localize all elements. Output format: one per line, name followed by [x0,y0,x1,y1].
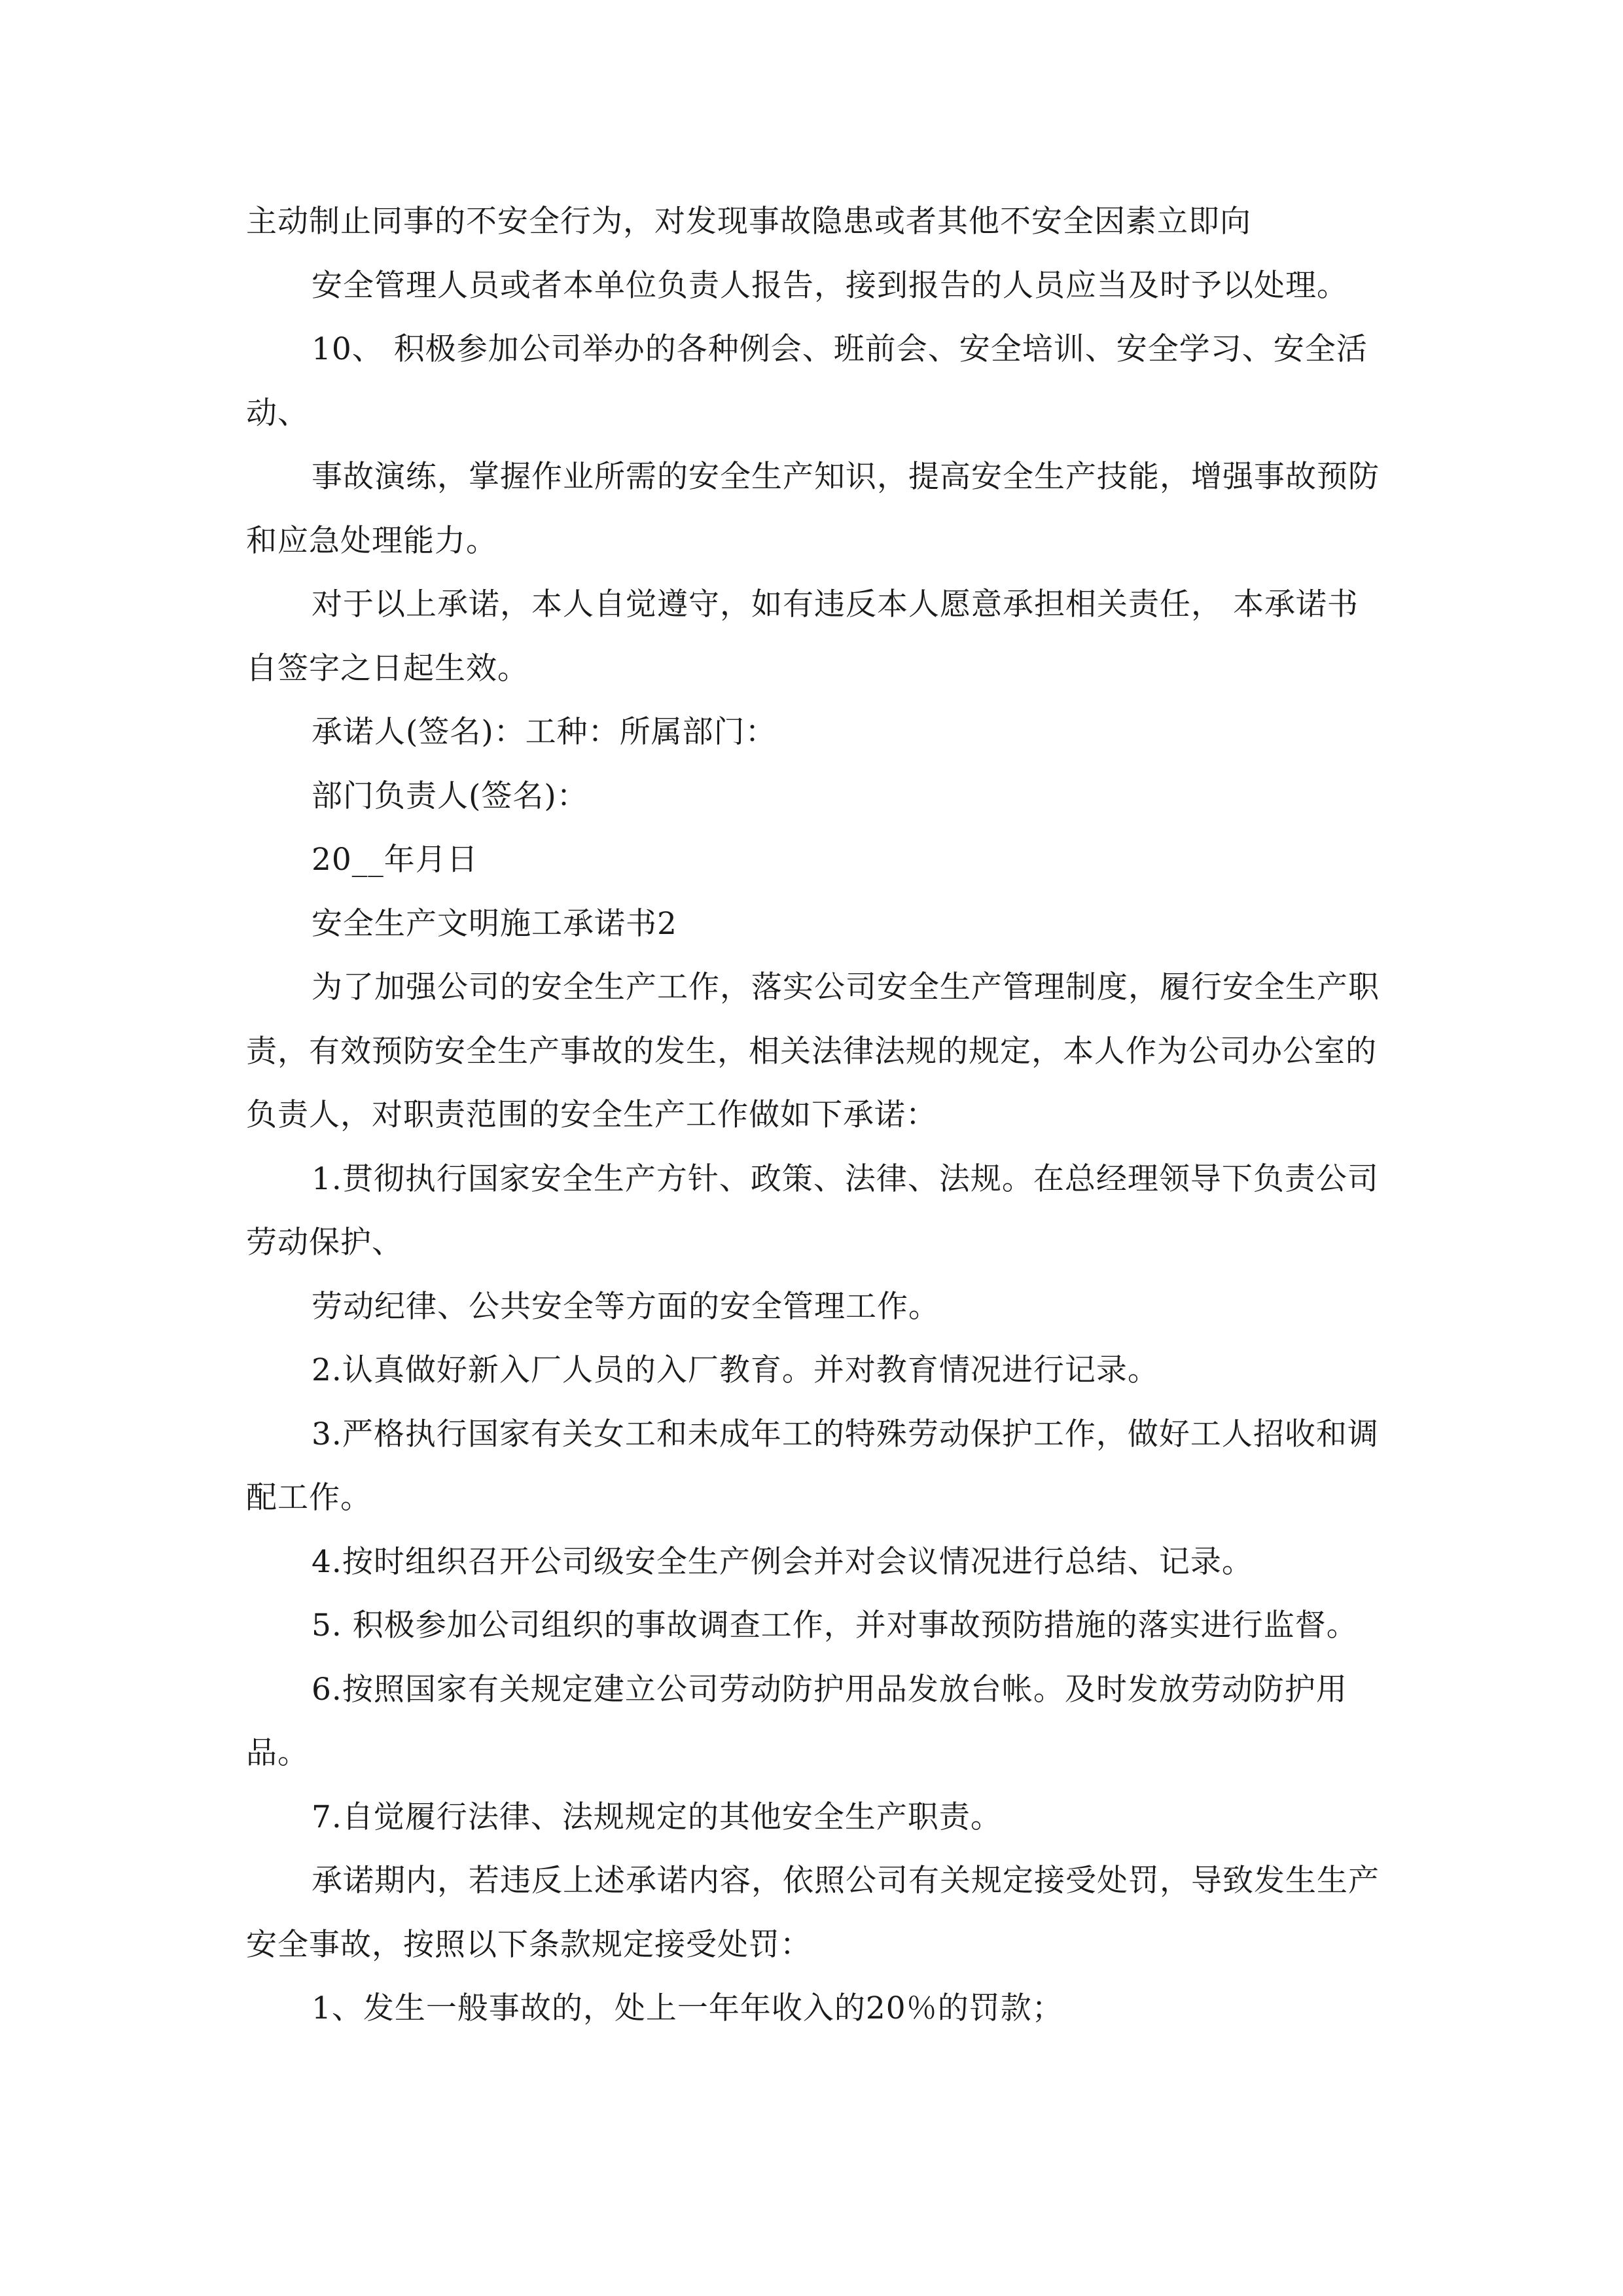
paragraph: 事故演练，掌握作业所需的安全生产知识，提高安全生产技能，增强事故预防和应急处理能力。 [246,459,1380,559]
list-item: 4.按时组织召开公司级安全生产例会并对会议情况进行总结、记录。 [312,1543,1253,1580]
signature-line: 部门负责人(签名)： [312,778,588,814]
list-item: 7.自觉履行法律、法规规定的其他安全生产职责。 [312,1799,1002,1835]
paragraph: 安全管理人员或者本单位负责人报告，接到报告的人员应当及时予以处理。 [312,267,1348,304]
list-item: 2.认真做好新入厂人员的入厂教育。并对教育情况进行记录。 [312,1352,1159,1388]
list-item: 5. 积极参加公司组织的事故调查工作，并对事故预防措施的落实进行监督。 [312,1607,1358,1643]
section-title: 安全生产文明施工承诺书2 [312,905,677,942]
paragraph: 主动制止同事的不安全行为，对发现事故隐患或者其他不安全因素立即向 [246,204,1251,240]
list-item: 1、发生一般事故的，处上一年年收入的20％的罚款； [312,1990,1063,2026]
date-line: 20__年月日 [312,842,478,878]
paragraph: 10、 积极参加公司举办的各种例会、班前会、安全培训、安全学习、安全活动、 [246,331,1368,431]
paragraph: 对于以上承诺，本人自觉遵守，如有违反本人愿意承担相关责任， 本承诺书自签字之日起生效。 [246,586,1359,687]
signature-line: 承诺人(签名)：工种：所属部门： [312,714,777,750]
list-item: 3.严格执行国家有关女工和未成年工的特殊劳动保护工作，做好工人招收和调配工作。 [246,1416,1379,1516]
list-item: 1.贯彻执行国家安全生产方针、政策、法律、法规。在总经理领导下负责公司劳动保护、 [246,1160,1379,1261]
paragraph: 为了加强公司的安全生产工作，落实公司安全生产管理制度，履行安全生产职责，有效预防安全生产事故的发生，相关法律法规的规定，本人作为公司办公室的负责人，对职责范围的安全生产工作做如下承诺： [246,969,1380,1133]
paragraph: 承诺期内，若违反上述承诺内容，依照公司有关规定接受处罚，导致发生生产安全事故，按照以下条款规定接受处罚： [246,1863,1380,1963]
document-body [246,190,1385,2041]
list-item: 6.按照国家有关规定建立公司劳动防护用品发放台帐。及时发放劳动防护用品。 [246,1671,1347,1771]
paragraph: 劳动纪律、公共安全等方面的安全管理工作。 [312,1288,940,1325]
